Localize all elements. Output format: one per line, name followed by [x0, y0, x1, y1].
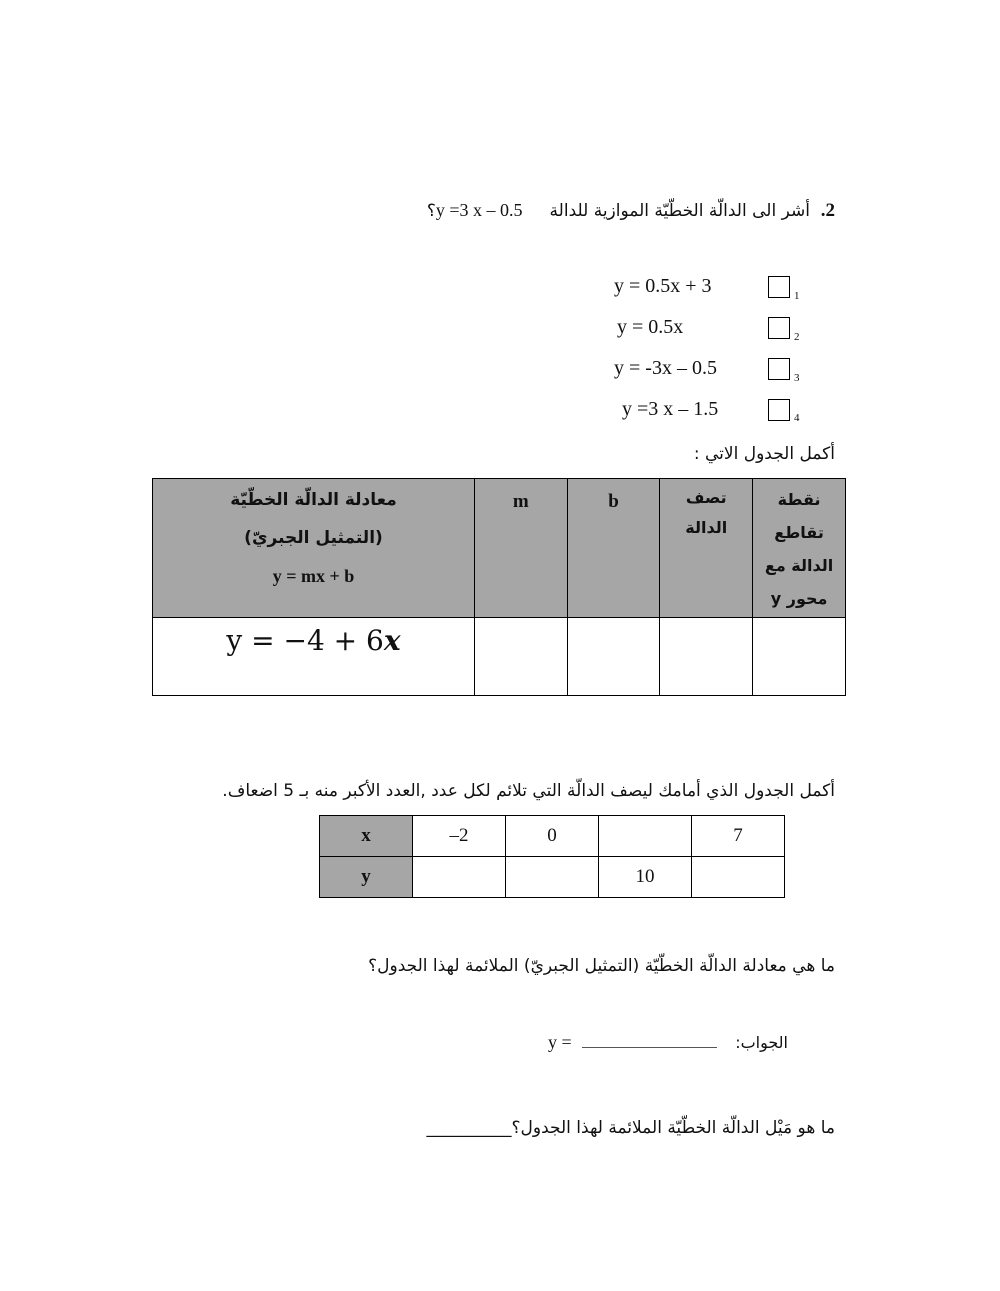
cell-intercept-input[interactable]: [753, 618, 846, 696]
header-equation-line1: معادلة الدالّة الخطّيّة: [230, 490, 397, 510]
option-1-text: y = 0.5x + 3: [614, 275, 712, 297]
header-y-intercept: [753, 479, 846, 618]
x-cell-3[interactable]: [599, 816, 692, 857]
answer-line: [548, 1032, 723, 1053]
question-2: [427, 200, 835, 222]
option-3-checkbox[interactable]: [768, 358, 790, 380]
header-b: [567, 479, 660, 618]
x-cell-4: 7: [692, 816, 785, 857]
answer-blank[interactable]: [582, 1046, 717, 1048]
equation-variable: x: [383, 624, 401, 657]
x-row: [320, 816, 785, 857]
header-equation-line2: (التمثيل الجبريّ): [244, 528, 383, 548]
question-mark: ؟: [426, 201, 436, 221]
option-3-text: y = -3x – 0.5: [614, 357, 717, 379]
header-equation: [153, 479, 475, 618]
option-2-checkbox[interactable]: [768, 317, 790, 339]
y-row: [320, 857, 785, 898]
option-4-text: y =3 x – 1.5: [622, 398, 719, 420]
question-number: 2.: [820, 200, 835, 221]
header-m: [474, 479, 567, 618]
equation-prefix: y = −4 + 6: [226, 624, 384, 657]
header-intercept-line2: تقاطع: [774, 523, 824, 542]
option-1-checkbox[interactable]: [768, 276, 790, 298]
header-describe: [660, 479, 753, 618]
cell-equation: [153, 618, 475, 696]
option-3-index: 3: [794, 372, 800, 384]
question-equation: y =3 x – 0.5: [435, 200, 523, 220]
answer-label: الجواب:: [735, 1033, 788, 1052]
x-cell-2: 0: [506, 816, 599, 857]
x-cell-1: –2: [413, 816, 506, 857]
equation-table: [152, 478, 846, 696]
answer-prefix: y =: [548, 1032, 572, 1052]
instruction-complete-table: أكمل الجدول الاتي :: [693, 444, 835, 464]
x-label: x: [320, 816, 413, 857]
table-row: [153, 618, 846, 696]
option-2-text: y = 0.5x: [617, 316, 684, 338]
header-b-label: b: [608, 491, 619, 512]
table-header-row: [153, 479, 846, 618]
header-describe-line1: تصف: [685, 488, 727, 507]
cell-m-input[interactable]: [474, 618, 567, 696]
header-intercept-line3: الدالة مع: [764, 556, 834, 575]
header-describe-line2: الدالة: [685, 518, 728, 537]
question-equation-for-table: ما هي معادلة الدالّة الخطّيّة (التمثيل الجبريّ) الملائمة لهذا الجدول؟: [368, 956, 835, 976]
instruction-complete-xy-table: أكمل الجدول الذي أمامك ليصف الدالّة التي تلائم لكل عدد ,العدد الأكبر منه بـ 5 اضعاف.: [222, 781, 835, 801]
y-cell-2[interactable]: [506, 857, 599, 898]
question-slope: ما هو مَيْل الدالّة الخطّيّة الملائمة لهذا الجدول؟__________: [426, 1118, 835, 1138]
y-cell-1[interactable]: [413, 857, 506, 898]
y-cell-3: 10: [599, 857, 692, 898]
header-equation-formula: y = mx + b: [272, 566, 355, 586]
y-label: y: [320, 857, 413, 898]
question-text: أشر الى الدالّة الخطّيّة الموازية للدالة: [549, 201, 810, 221]
option-2-index: 2: [794, 331, 800, 343]
header-intercept-line1: نقطة: [777, 490, 821, 509]
option-4-index: 4: [794, 412, 800, 424]
option-1-index: 1: [794, 290, 800, 302]
option-4-checkbox[interactable]: [768, 399, 790, 421]
cell-describe-input[interactable]: [660, 618, 753, 696]
header-m-label: m: [512, 491, 529, 512]
xy-table: [319, 815, 785, 898]
header-intercept-line4: محور y: [770, 589, 828, 608]
y-cell-4[interactable]: [692, 857, 785, 898]
cell-b-input[interactable]: [567, 618, 660, 696]
